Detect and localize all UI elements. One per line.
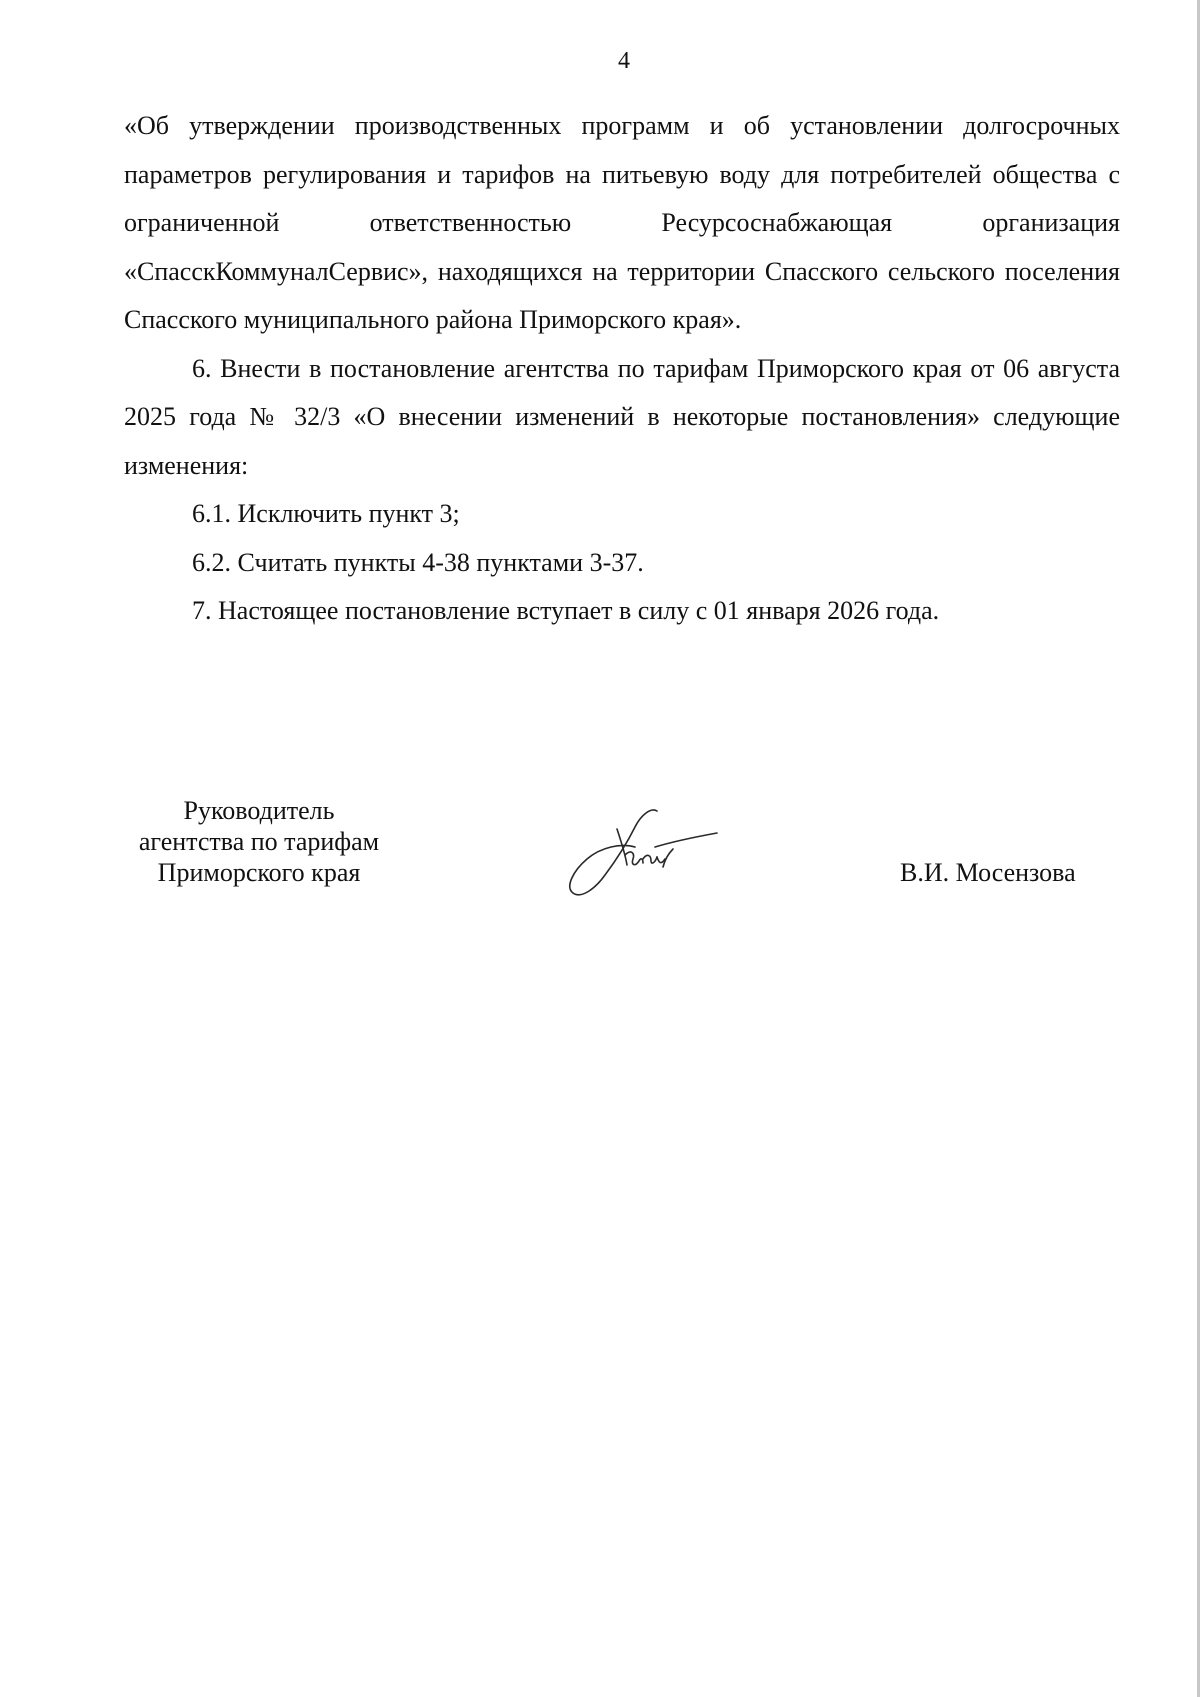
document-body (124, 102, 1120, 636)
signer-position-line: Приморского края (157, 858, 361, 887)
signature-block (0, 795, 1200, 915)
paragraph-item-7: 7. Настоящее постановление вступает в силу с 01 января 2026 года. (192, 596, 940, 625)
paragraph-item-6-1: 6.1. Исключить пункт 3; (192, 499, 460, 528)
handwritten-signature (555, 801, 735, 901)
signer-position-line: агентства по тарифам (138, 827, 380, 856)
paragraph-item-6: 6. Внести в постановление агентства по тарифам Приморского края от 06 августа 2025 года № 32/3 «О внесении изменений в некоторые постановления» следующие изменения: (124, 353, 1120, 480)
paragraph-continuation: «Об утверждении производственных программ и об установлении долгосрочных параметров регулирования и тарифов на питьевую воду для потребителей общества с ограниченной ответственностью Ресурсоснабжающая организация «СпасскКоммуналСервис», находящихся на территории Спасского сельского поселения Спасского муниципального района Приморского края». (124, 111, 1120, 334)
page-number: 4 (618, 48, 630, 74)
signer-position-line: Руководитель (183, 796, 335, 825)
signer-name: В.И. Мосензова (900, 858, 1076, 887)
paragraph-item-6-2: 6.2. Считать пункты 4-38 пунктами 3-37. (192, 547, 644, 577)
signer-position (114, 795, 404, 888)
